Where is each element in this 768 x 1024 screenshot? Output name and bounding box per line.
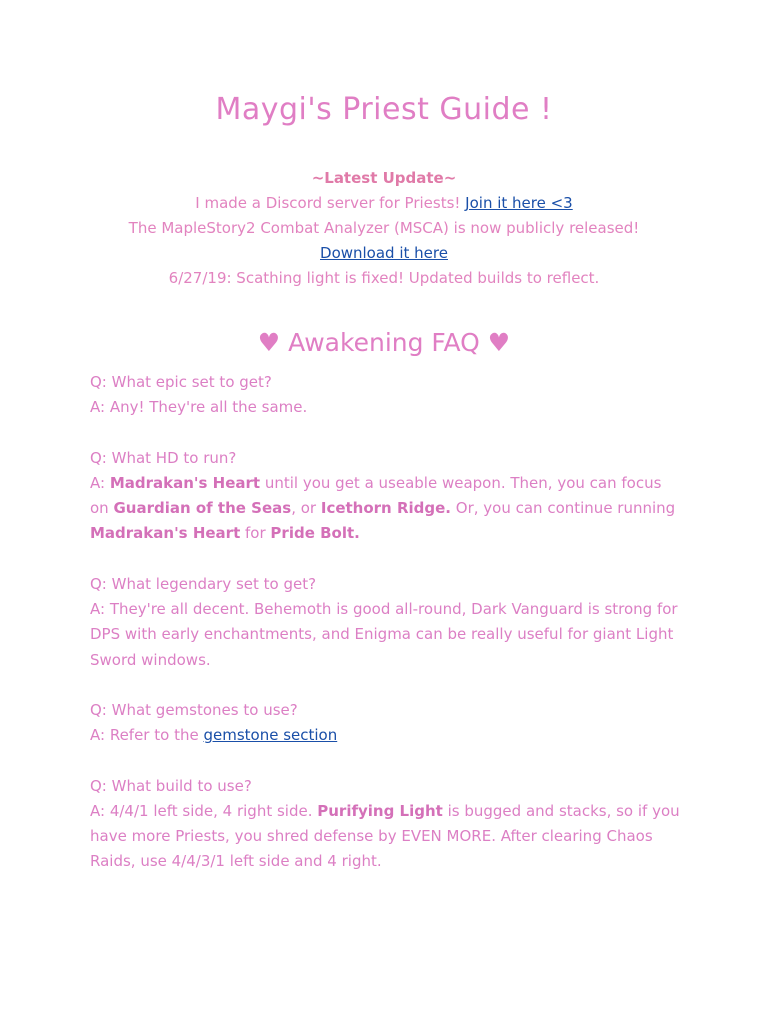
- answer-text: until you get a useable weapon. Then, you can focus on: [90, 473, 662, 518]
- highlight-term: Purifying Light: [317, 801, 443, 820]
- faq-question: Q: What epic set to get?: [90, 373, 272, 391]
- answer-text: is bugged and stacks, so if you have more Priests, you shred defense by EVEN MORE. After clearing Chaos Raids, use 4/4/3/1 left side and 4 right.: [90, 801, 680, 871]
- heart-icon: ♥: [257, 328, 281, 357]
- discord-join-link[interactable]: Join it here <3: [465, 194, 573, 212]
- answer-text: A: 4/4/1 left side, 4 right side.: [90, 801, 318, 820]
- answer-text: for: [240, 524, 271, 543]
- faq-answer: A: Any! They're all the same.: [90, 398, 308, 417]
- faq-answer: [90, 799, 680, 875]
- msca-download-line: [0, 241, 768, 266]
- fix-note: 6/27/19: Scathing light is fixed! Updated builds to reflect.: [168, 269, 600, 287]
- faq-question: Q: What gemstones to use?: [90, 700, 298, 719]
- faq-question: Q: What HD to run?: [90, 448, 237, 467]
- faq-question: Q: What legendary set to get?: [90, 574, 317, 593]
- answer-text: , or: [291, 499, 321, 518]
- latest-update-heading: ~Latest Update~: [311, 169, 457, 187]
- faq-heading-text: Awakening FAQ: [280, 328, 488, 357]
- page-title: Maygi's Priest Guide !: [215, 92, 553, 127]
- gemstone-section-link[interactable]: gemstone section: [203, 726, 338, 745]
- latest-update-section: [0, 166, 768, 291]
- highlight-term: Pride Bolt.: [270, 524, 360, 543]
- answer-text: A: Refer to the: [90, 726, 204, 745]
- highlight-term: Icethorn Ridge.: [320, 499, 451, 518]
- answer-text: Or, you can continue running: [451, 499, 676, 518]
- faq-heading: [0, 328, 768, 357]
- heart-icon: ♥: [487, 328, 511, 357]
- faq-answer: [90, 723, 680, 748]
- faq-list: [90, 370, 680, 875]
- msca-download-link[interactable]: Download it here: [320, 244, 448, 262]
- faq-answer: [90, 471, 680, 547]
- highlight-term: Madrakan's Heart: [90, 524, 241, 543]
- faq-answer: A: They're all decent. Behemoth is good all-round, Dark Vanguard is strong for DPS with early enchantments, and Enigma can be really useful for giant Light Sword windows.: [90, 600, 678, 669]
- highlight-term: Guardian of the Seas: [113, 499, 292, 518]
- faq-question: Q: What build to use?: [90, 776, 252, 795]
- highlight-term: Madrakan's Heart: [109, 473, 261, 492]
- answer-text: A:: [90, 473, 110, 492]
- discord-line: [0, 191, 768, 216]
- discord-text: I made a Discord server for Priests!: [195, 194, 466, 212]
- msca-line: The MapleStory2 Combat Analyzer (MSCA) is now publicly released!: [128, 219, 640, 237]
